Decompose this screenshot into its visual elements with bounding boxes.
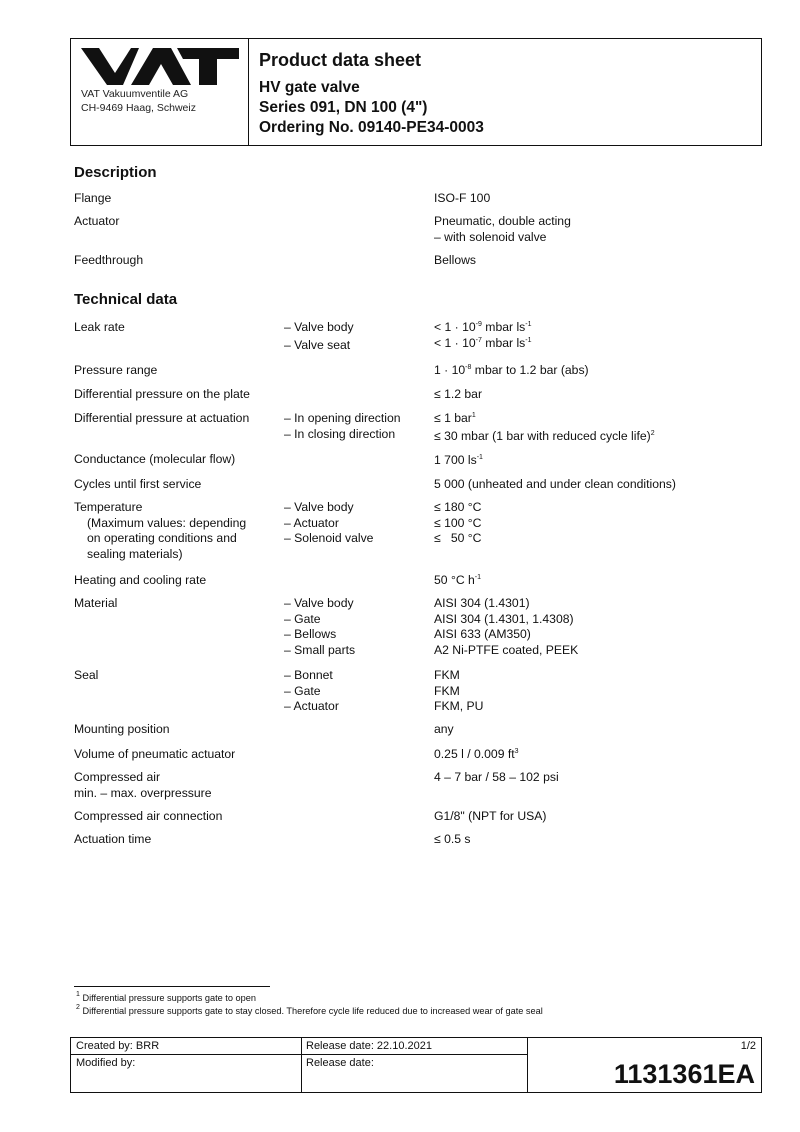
ordering-number: Ordering No. 09140-PE34-0003 xyxy=(259,119,484,136)
technical-heading: Technical data xyxy=(74,291,178,308)
val-part: 50 °C h xyxy=(434,573,475,587)
val-part: mbar to 1.2 bar (abs) xyxy=(471,363,589,377)
seal-label: Seal xyxy=(74,668,99,682)
material-value xyxy=(434,596,578,658)
sub-line: – Actuator xyxy=(284,515,339,530)
release-date: Release date: 22.10.2021 xyxy=(306,1040,432,1052)
val-sup: -1 xyxy=(476,454,483,461)
val-sup: 1 xyxy=(471,412,476,419)
val-line: ≤ 50 °C xyxy=(434,531,482,545)
pressure-range-value xyxy=(434,363,589,379)
footer-divider xyxy=(71,1054,527,1055)
sub-line: – Valve body xyxy=(284,596,354,610)
sub-line: – Gate xyxy=(284,683,321,698)
footnote-mark: 1 xyxy=(76,991,80,998)
sub-line: – Bellows xyxy=(284,627,337,641)
diff-pressure-plate-label: Differential pressure on the plate xyxy=(74,387,250,401)
sub-line: – Actuator xyxy=(284,699,339,713)
val-part: < 1 · 10 xyxy=(434,320,476,334)
val-part: ≤ 1 bar xyxy=(434,411,472,425)
val-sup: -1 xyxy=(525,336,532,344)
sub-line: – Gate xyxy=(284,611,321,626)
footer-divider xyxy=(301,1038,302,1092)
val-line: FKM, PU xyxy=(434,699,484,713)
actuator-value xyxy=(434,214,571,245)
sub-line: – Valve body xyxy=(284,320,354,334)
vat-logo xyxy=(81,47,239,87)
val-line: FKM xyxy=(434,668,460,682)
val-sup: 3 xyxy=(514,748,519,755)
cycles-value: 5 000 (unheated and under clean conditions) xyxy=(434,477,676,491)
seal-value xyxy=(434,668,483,715)
footnote-2 xyxy=(76,1006,543,1016)
val-line: AISI 633 (AM350) xyxy=(434,627,531,641)
company-name: VAT Vakuumventile AG xyxy=(81,88,189,100)
val-line: AISI 304 (1.4301) xyxy=(434,596,530,610)
sub-line: – Small parts xyxy=(284,642,356,657)
conductance-value xyxy=(434,453,483,469)
heating-rate-value xyxy=(434,573,481,589)
temperature-sub xyxy=(284,500,373,547)
sheet-title: Product data sheet xyxy=(259,50,422,70)
page-number: 1/2 xyxy=(740,1040,756,1052)
diff-pressure-actuation-sub xyxy=(284,411,401,442)
label-line: on operating conditions and xyxy=(87,531,237,545)
actuator-value-line: Pneumatic, double acting xyxy=(434,214,571,228)
val-sup: 2 xyxy=(650,429,655,437)
actuation-time-value: ≤ 0.5 s xyxy=(434,832,471,846)
val-line: ≤ 180 °C xyxy=(434,500,482,514)
label-line: (Maximum values: depending xyxy=(87,515,247,530)
val-part: 1 700 ls xyxy=(434,453,477,467)
header-box xyxy=(70,38,762,146)
compressed-air-value: 4 – 7 bar / 58 – 102 psi xyxy=(434,770,559,784)
feedthrough-value: Bellows xyxy=(434,253,476,267)
temperature-value xyxy=(434,500,481,547)
footnote-text: Differential pressure supports gate to stay closed. Therefore cycle life reduced due to increased wear of gate seal xyxy=(79,1006,543,1016)
actuator-value-line: – with solenoid valve xyxy=(434,229,547,244)
compressed-air-label xyxy=(74,770,212,801)
val-line: AISI 304 (1.4301, 1.4308) xyxy=(434,611,574,626)
val-part: 1 · 10 xyxy=(434,363,466,377)
conductance-label: Conductance (molecular flow) xyxy=(74,452,236,466)
label-line: Compressed air xyxy=(74,770,161,784)
seal-sub xyxy=(284,668,339,715)
mounting-label: Mounting position xyxy=(74,722,170,736)
footnote-rule xyxy=(74,986,270,987)
created-by: Created by: BRR xyxy=(76,1040,160,1052)
material-label: Material xyxy=(74,596,118,610)
diff-pressure-actuation-value xyxy=(434,411,655,444)
footnote-text: Differential pressure supports gate to open xyxy=(79,993,256,1003)
val-line: ≤ 100 °C xyxy=(434,515,482,530)
label-line: Temperature xyxy=(74,500,143,514)
diff-pressure-plate-value: ≤ 1.2 bar xyxy=(434,387,483,401)
document-number: 1131361EA xyxy=(613,1059,755,1089)
sub-line: – Valve body xyxy=(284,500,354,514)
val-part: ≤ 30 mbar (1 bar with reduced cycle life) xyxy=(434,428,651,443)
sub-line: – Solenoid valve xyxy=(284,531,374,545)
description-heading: Description xyxy=(74,164,157,181)
val-sup: -7 xyxy=(475,336,482,344)
actuation-time-label: Actuation time xyxy=(74,832,152,846)
val-line: A2 Ni-PTFE coated, PEEK xyxy=(434,642,579,657)
release-date: Release date: xyxy=(306,1057,374,1069)
leak-rate-label: Leak rate xyxy=(74,320,125,334)
leak-rate-value xyxy=(434,320,531,351)
product-series: Series 091, DN 100 (4") xyxy=(259,99,428,116)
val-part: mbar ls xyxy=(481,320,526,334)
footer-divider xyxy=(527,1038,528,1092)
material-sub xyxy=(284,596,355,658)
air-connection-label: Compressed air connection xyxy=(74,809,223,823)
val-part: < 1 · 10 xyxy=(434,335,476,350)
footnote-mark: 2 xyxy=(76,1004,80,1011)
diff-pressure-actuation-label: Differential pressure at actuation xyxy=(74,411,250,425)
company-block xyxy=(71,39,249,145)
val-sup: -8 xyxy=(465,364,472,371)
volume-label: Volume of pneumatic actuator xyxy=(74,747,236,761)
val-sup: -1 xyxy=(525,321,532,328)
sub-line: – In closing direction xyxy=(284,426,396,441)
leak-rate-sub xyxy=(284,320,354,353)
company-address: CH-9469 Haag, Schweiz xyxy=(81,102,196,114)
sub-line: – Valve seat xyxy=(284,337,351,352)
val-sup: -9 xyxy=(475,321,482,328)
actuator-label: Actuator xyxy=(74,214,120,228)
product-name: HV gate valve xyxy=(259,79,360,96)
val-sup: -1 xyxy=(474,574,482,581)
air-connection-value: G1/8" (NPT for USA) xyxy=(434,809,547,823)
feedthrough-label: Feedthrough xyxy=(74,253,144,267)
pressure-range-label: Pressure range xyxy=(74,363,158,377)
footnote-1 xyxy=(76,993,256,1003)
val-part: 0.25 l / 0.009 ft xyxy=(434,747,515,761)
val-part: mbar ls xyxy=(481,335,526,350)
cycles-label: Cycles until first service xyxy=(74,477,202,491)
label-line: sealing materials) xyxy=(87,546,183,561)
sub-line: – In opening direction xyxy=(284,411,401,425)
label-line: min. – max. overpressure xyxy=(74,785,212,800)
modified-by: Modified by: xyxy=(76,1057,136,1069)
temperature-label xyxy=(74,500,246,562)
sub-line: – Bonnet xyxy=(284,668,333,682)
heating-rate-label: Heating and cooling rate xyxy=(74,573,207,587)
flange-value: ISO-F 100 xyxy=(434,191,491,205)
val-line: FKM xyxy=(434,683,460,698)
volume-value xyxy=(434,747,519,763)
flange-label: Flange xyxy=(74,191,112,205)
footer-table xyxy=(70,1037,762,1093)
mounting-value: any xyxy=(434,722,454,736)
header-titles xyxy=(259,49,484,138)
